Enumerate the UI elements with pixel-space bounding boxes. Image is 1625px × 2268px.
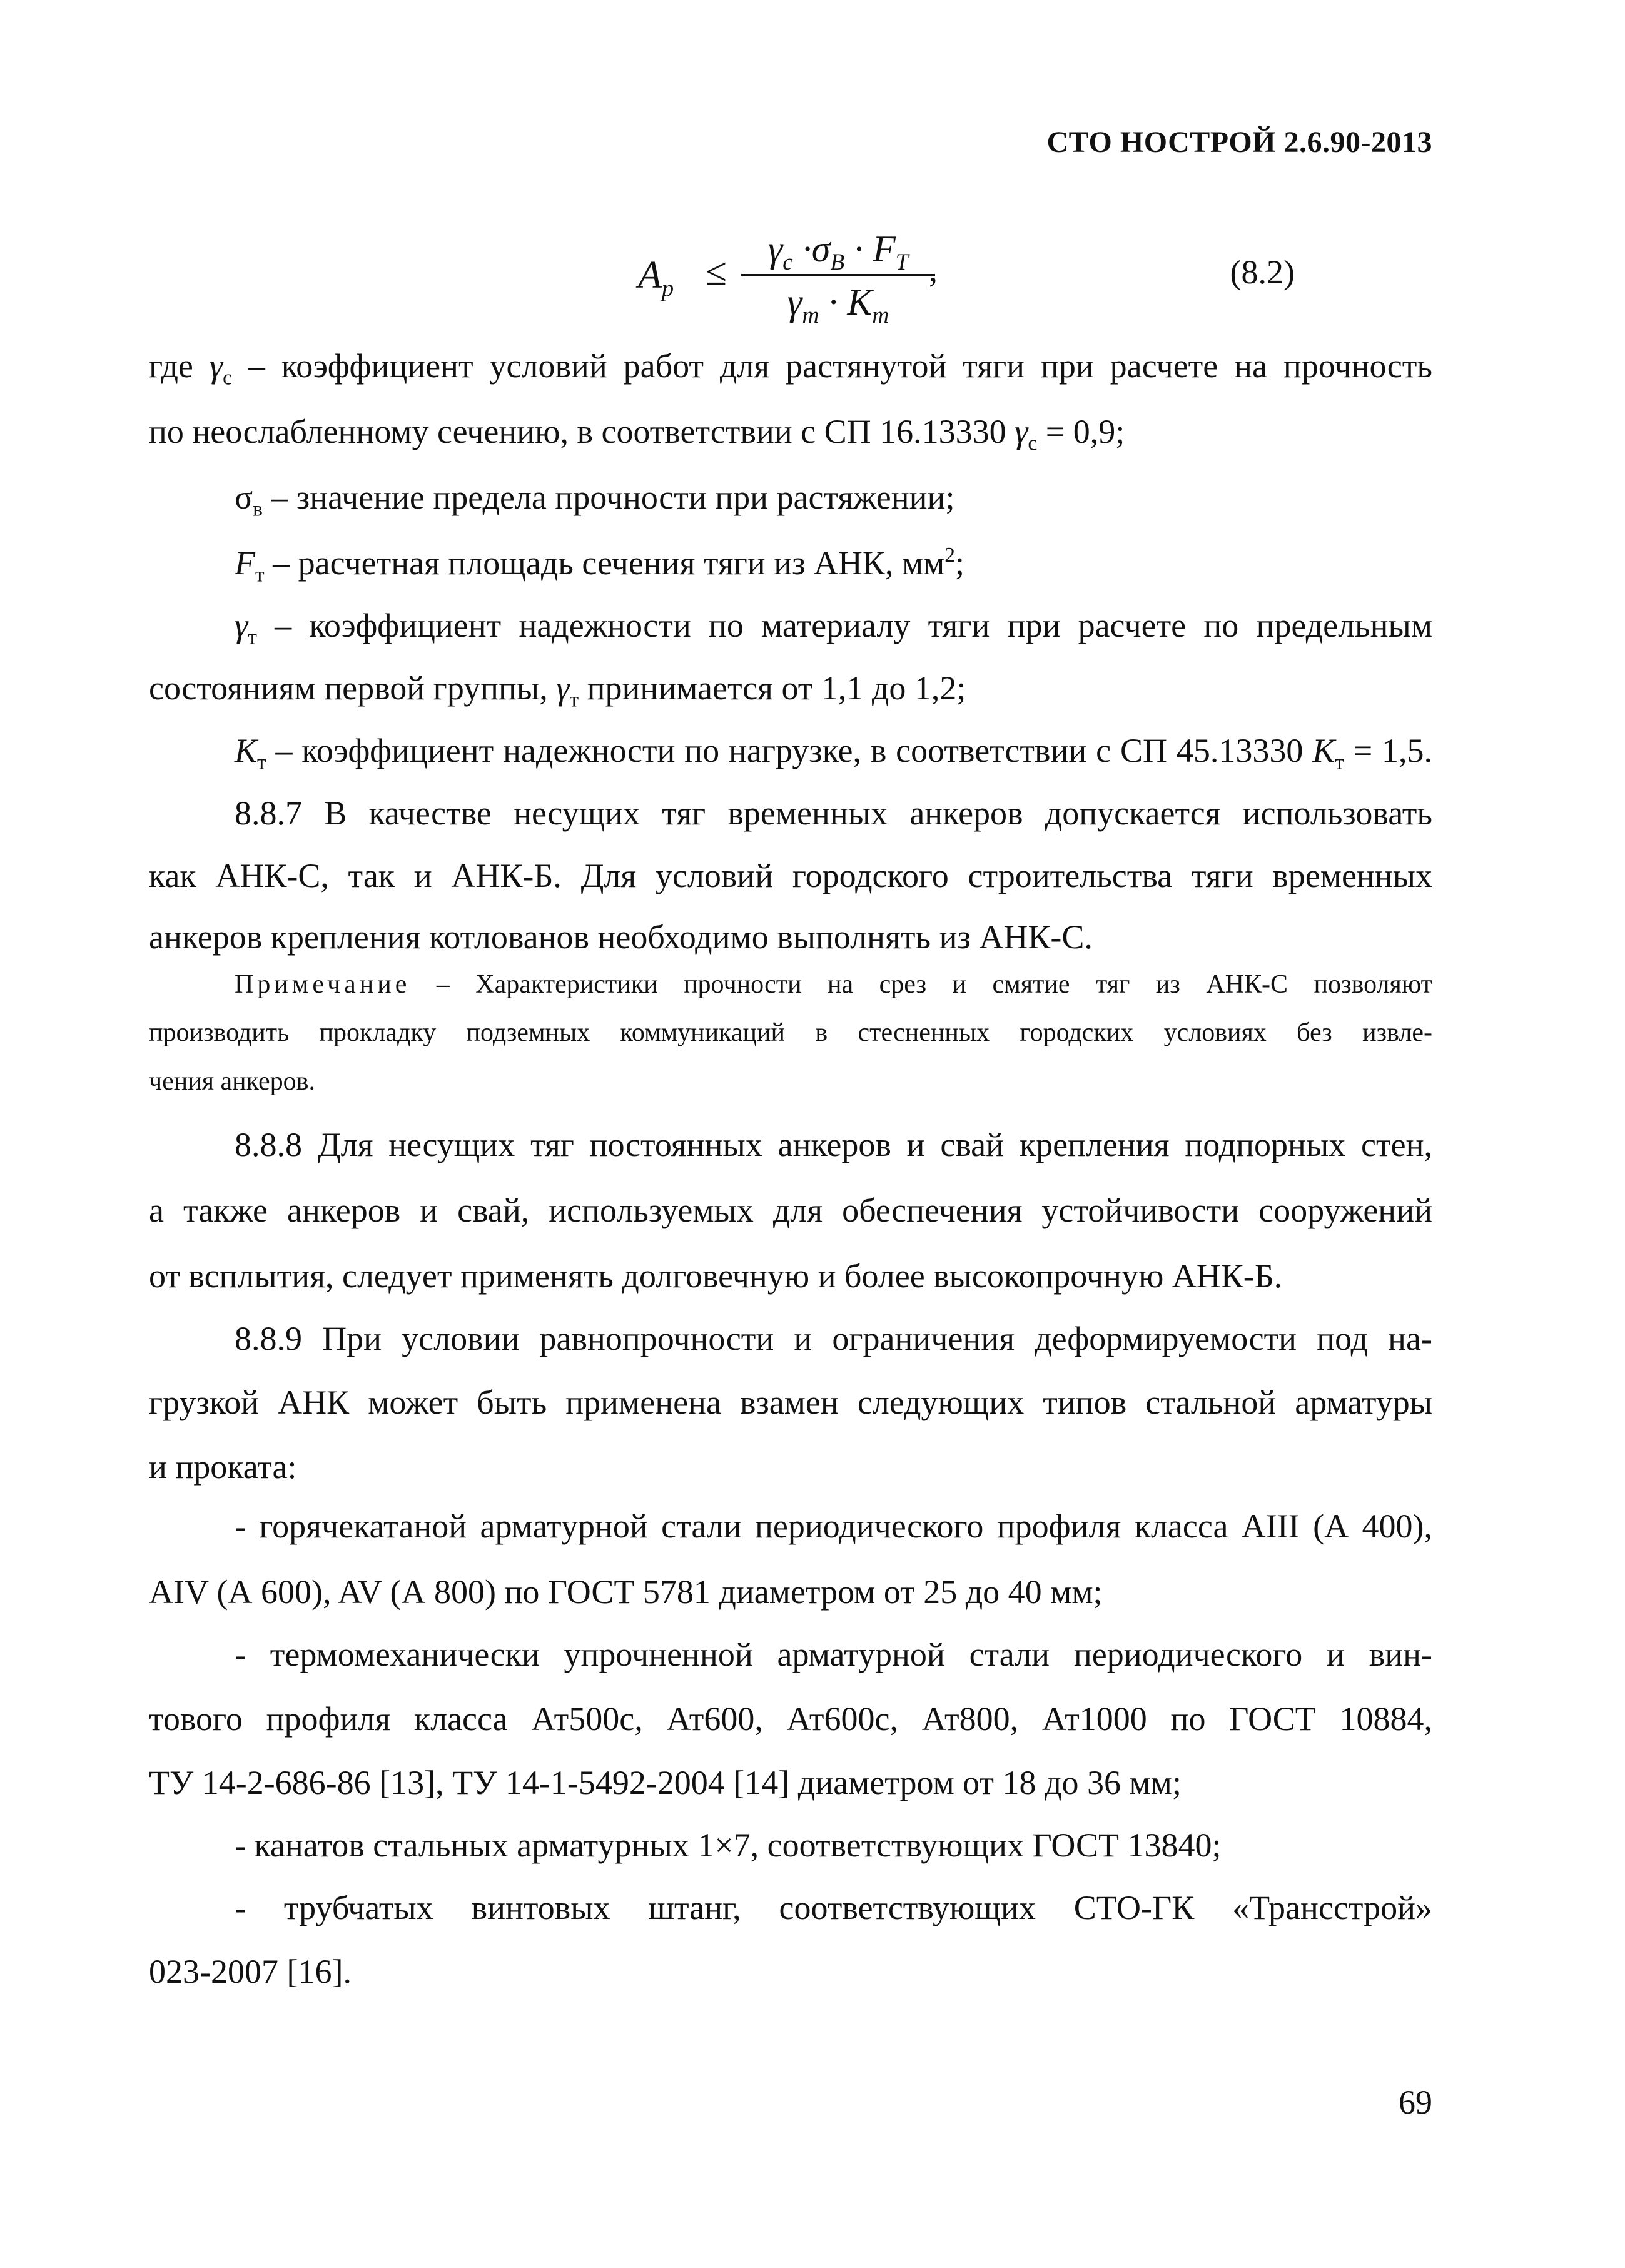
formula-comma: ,: [929, 251, 938, 290]
list-item-4-line2: 023-2007 [16].: [149, 1953, 352, 1990]
para-889-line1: 8.8.9 При условии равнопрочности и ограничения деформируемости под на-: [235, 1320, 1432, 1357]
formula-numerator: $\gamma_c \cdot\sigma_B \cdot F_T$: [767, 228, 909, 276]
def-gamma-t-line1: $\gamma_т$ – коэффициент надежности по материалу тяги при расчете по предельным: [235, 607, 1433, 649]
def-F-t: $F_т$ – расчетная площадь сечения тяги из АНК, $мм^2$;: [235, 543, 965, 587]
formula-relation: ≤: [706, 251, 727, 293]
formula-8-2: [638, 225, 1295, 350]
formula-fraction: [741, 225, 935, 329]
para-889-line2: грузкой АНК может быть применена взамен следующих типов стальной арматуры: [149, 1384, 1432, 1421]
page-number: 69: [1399, 2083, 1432, 2121]
para-889-line3: и проката:: [149, 1448, 297, 1486]
document-header: СТО НОСТРОЙ 2.6.90-2013: [1046, 126, 1432, 159]
note-line3: чения анкеров.: [149, 1067, 315, 1096]
def-sigma-v: $\sigma_в$ – значение предела прочности при растяжении;: [235, 478, 955, 521]
list-item-1-line2: AIV (А 600), AV (А 800) по ГОСТ 5781 диаметром от 25 до 40 мм;: [149, 1573, 1103, 1611]
para-888-line1: 8.8.8 Для несущих тяг постоянных анкеров и свай крепления подпорных стен,: [235, 1126, 1432, 1163]
formula-denominator: $\gamma_m \cdot K_m$: [787, 281, 889, 329]
formula-lhs: $A_p$: [638, 254, 674, 302]
para-887-line3: анкеров крепления котлованов необходимо выполнять из АНК-С.: [149, 918, 1093, 956]
note-line1: Примечание – Характеристики прочности на срез и смятие тяг из АНК-С позволяют: [235, 970, 1432, 999]
def-gamma-t-line2: состояниям первой группы, $\gamma_т$ принимается от 1,1 до 1,2;: [149, 669, 966, 712]
list-item-4-line1: - трубчатых винтовых штанг, соответствующих СТО-ГК «Трансстрой»: [235, 1889, 1432, 1926]
def-K-t: $K_т$ – коэффициент надежности по нагрузке, в соответствии с СП 45.13330 $K_т = 1,5$.: [235, 732, 1433, 774]
def-gamma-c-line1: где $\gamma_c$ – коэффициент условий работ для растянутой тяги при расчете на прочность: [149, 347, 1433, 390]
formula-number: (8.2): [1230, 253, 1295, 291]
para-887-line1: 8.8.7 В качестве несущих тяг временных анкеров допускается использовать: [235, 794, 1432, 832]
para-888-line3: от всплытия, следует применять долговечную и более высокопрочную АНК-Б.: [149, 1257, 1283, 1295]
list-item-2-line2: тового профиля класса Ат500с, Ат600, Ат600с, Ат800, Ат1000 по ГОСТ 10884,: [149, 1700, 1432, 1738]
list-item-3: - канатов стальных арматурных 1×7, соответствующих ГОСТ 13840;: [235, 1826, 1222, 1864]
list-item-2-line1: - термомеханически упрочненной арматурной стали периодического и вин-: [235, 1636, 1432, 1673]
note-label: Примечание: [235, 970, 411, 999]
list-item-1-line1: - горячекатаной арматурной стали периодического профиля класса AIII (А 400),: [235, 1507, 1432, 1545]
list-item-2-line3: ТУ 14-2-686-86 [13], ТУ 14-1-5492-2004 [14] диаметром от 18 до 36 мм;: [149, 1764, 1182, 1801]
para-887-line2: как АНК-С, так и АНК-Б. Для условий городского строительства тяги временных: [149, 857, 1432, 894]
para-888-line2: а также анкеров и свай, используемых для обеспечения устойчивости сооружений: [149, 1192, 1432, 1229]
note-line2: производить прокладку подземных коммуникаций в стесненных городских условиях без извле-: [149, 1018, 1432, 1047]
def-gamma-c-line2: по неослабленному сечению, в соответствии с СП 16.13330 $\gamma_c = 0,9$;: [149, 413, 1125, 455]
